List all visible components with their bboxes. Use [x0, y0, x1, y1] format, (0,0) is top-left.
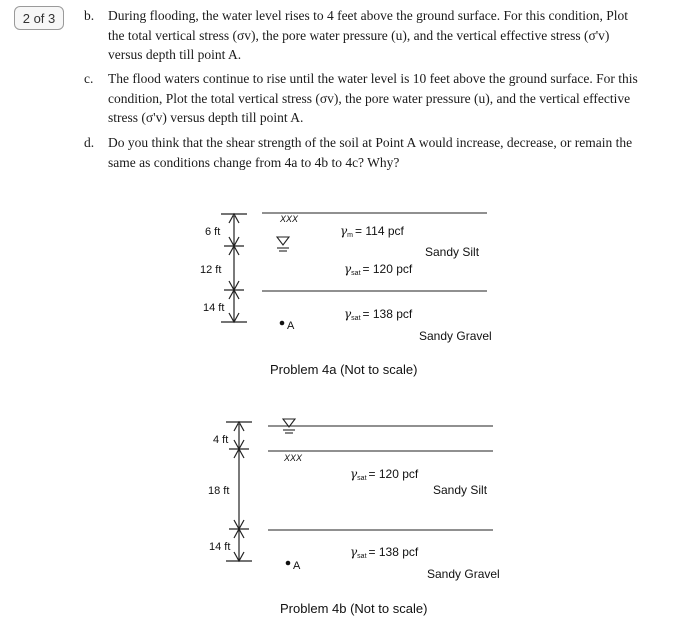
dim-label: 12 ft: [200, 264, 222, 276]
question-label: c.: [84, 71, 94, 86]
ground-hatch: XXX: [284, 453, 303, 463]
subscript-sat: sat: [351, 315, 361, 322]
point-a-label: A: [293, 560, 301, 572]
gamma-sat-label: [350, 545, 419, 560]
gamma-symbol: γ: [344, 307, 352, 321]
subscript-m: m: [347, 232, 354, 239]
gamma-sat-value: = 120 pcf: [362, 262, 413, 276]
gamma-symbol: γ: [350, 467, 358, 481]
question-label: d.: [84, 135, 95, 150]
dim-label: 6 ft: [205, 226, 221, 238]
subscript-sat: sat: [357, 553, 367, 560]
question-text: During flooding, the water level rises to 4 feet above the ground surface. For this condition, Plot the total vertical stress (σv), the pore water pressure (u), and the vertical effective stress (σ'v) versus depth till point A.: [108, 8, 629, 62]
gamma-m-value: = 114 pcf: [355, 224, 404, 238]
caption-4b: Problem 4b (Not to scale): [280, 601, 428, 616]
gamma-sat-label: [350, 467, 419, 482]
gamma-symbol: γ: [340, 224, 348, 238]
dim-label: 14 ft: [203, 302, 225, 314]
ground-hatch: XXX: [280, 214, 299, 224]
gamma-symbol: γ: [344, 262, 352, 276]
dim-label: 14 ft: [209, 541, 231, 553]
caption-4a: Problem 4a (Not to scale): [270, 362, 418, 377]
gamma-sat-value: = 120 pcf: [368, 467, 419, 481]
page-indicator: 2 of 3: [14, 6, 64, 30]
gamma-sat-value: = 138 pcf: [368, 545, 419, 559]
question-label: b.: [84, 8, 95, 23]
layer-label-sandy-silt: Sandy Silt: [433, 483, 488, 497]
question-text: Do you think that the shear strength of the soil at Point A would increase, decrease, or remain the same as conditions change from 4a to 4b to 4c? Why?: [108, 135, 633, 170]
point-a-label: A: [287, 320, 295, 332]
point-a-marker: [286, 561, 291, 566]
layer-label-sandy-gravel: Sandy Gravel: [427, 567, 500, 581]
gamma-symbol: γ: [350, 545, 358, 559]
subscript-sat: sat: [357, 475, 367, 482]
question-text: The flood waters continue to rise until the water level is 10 feet above the ground surface. For this condition, Plot the total vertical stress (σv), the pore water pressure (u), and the vertical effective stress (σ'v) versus depth till point A.: [108, 71, 638, 125]
dim-label: 4 ft: [213, 434, 229, 446]
layer-label-sandy-gravel: Sandy Gravel: [419, 329, 492, 343]
subscript-sat: sat: [351, 270, 361, 277]
layer-label-sandy-silt: Sandy Silt: [425, 245, 480, 259]
gamma-sat-value: = 138 pcf: [362, 307, 413, 321]
dim-label: 18 ft: [208, 485, 230, 497]
